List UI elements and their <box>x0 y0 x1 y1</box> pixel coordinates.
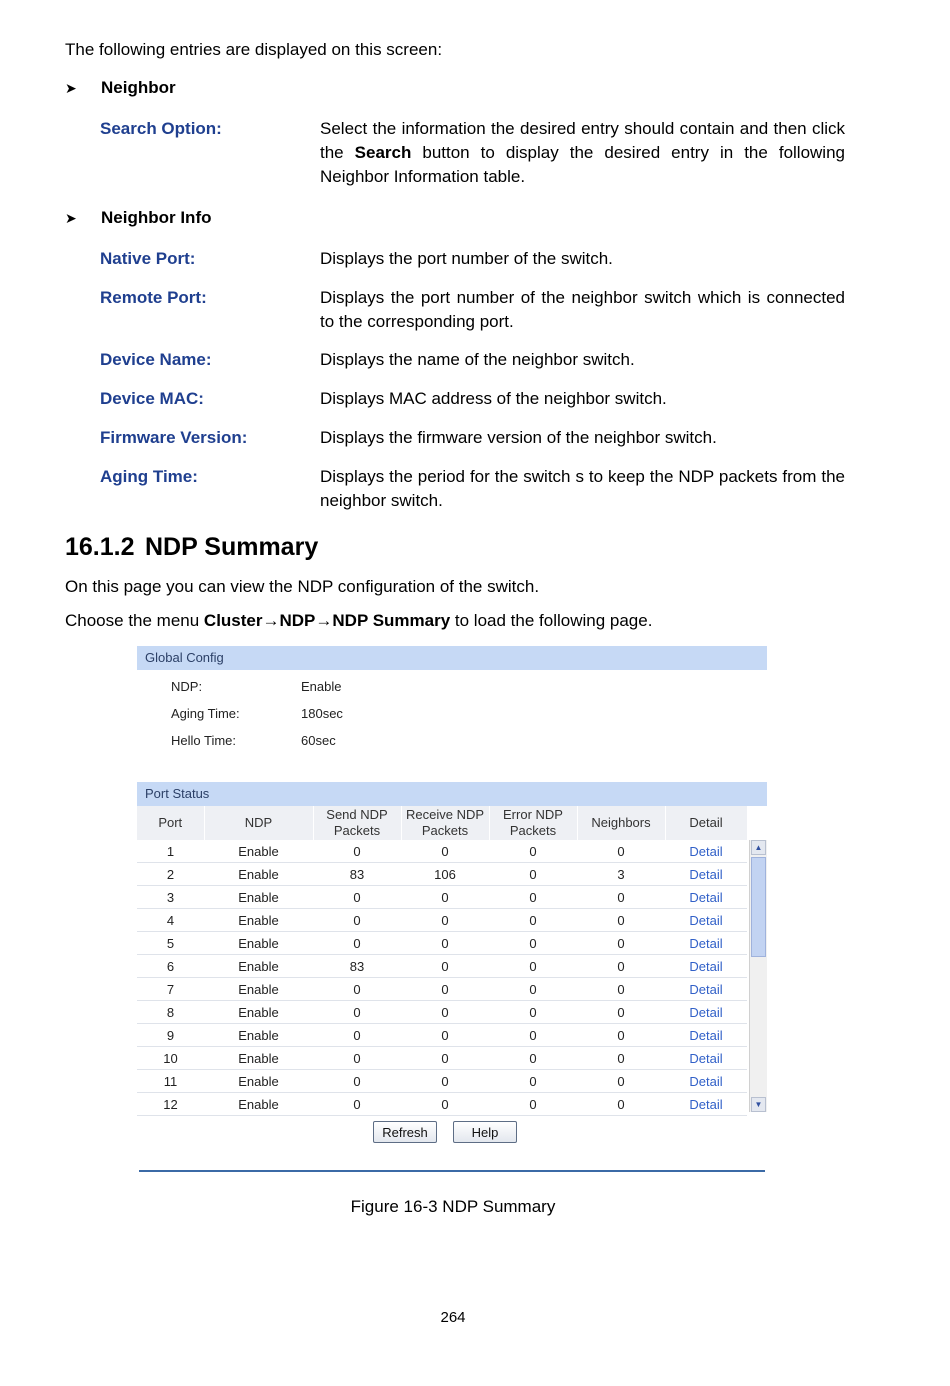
detail-link[interactable]: Detail <box>665 1047 747 1070</box>
table-cell: 83 <box>313 955 401 978</box>
scroll-thumb[interactable] <box>751 857 766 957</box>
port-status-table <box>137 806 748 1116</box>
table-cell: 106 <box>401 863 489 886</box>
scroll-down-arrow-icon[interactable]: ▼ <box>751 1097 766 1112</box>
table-cell: 0 <box>489 1070 577 1093</box>
global-config-row-hello-time <box>137 727 767 754</box>
table-cell: 12 <box>137 1093 204 1116</box>
column-header: Neighbors <box>577 806 665 840</box>
table-cell: 0 <box>489 909 577 932</box>
global-config-row-ndp <box>137 673 767 700</box>
table-cell: 0 <box>489 955 577 978</box>
table-row <box>137 1001 747 1024</box>
port-status-title: Port Status <box>137 782 767 806</box>
table-cell: 0 <box>577 1001 665 1024</box>
table-cell: 0 <box>577 955 665 978</box>
table-cell: 0 <box>577 978 665 1001</box>
table-row <box>137 932 747 955</box>
table-cell: 0 <box>489 1093 577 1116</box>
detail-link[interactable]: Detail <box>665 978 747 1001</box>
table-cell: Enable <box>204 863 313 886</box>
detail-link[interactable]: Detail <box>665 1001 747 1024</box>
table-cell: 0 <box>401 1070 489 1093</box>
column-header: Port <box>137 806 204 840</box>
table-cell: Enable <box>204 840 313 863</box>
table-cell: 3 <box>137 886 204 909</box>
table-cell: 83 <box>313 863 401 886</box>
table-cell: Enable <box>204 1070 313 1093</box>
detail-link[interactable]: Detail <box>665 840 747 863</box>
table-cell: 0 <box>313 1001 401 1024</box>
table-cell: 7 <box>137 978 204 1001</box>
detail-link[interactable]: Detail <box>665 863 747 886</box>
term-native-port: Native Port: <box>100 249 196 268</box>
column-header: Receive NDP Packets <box>401 806 489 840</box>
table-cell: Enable <box>204 1024 313 1047</box>
table-row <box>137 955 747 978</box>
table-cell: 4 <box>137 909 204 932</box>
table-cell: 0 <box>401 932 489 955</box>
table-cell: 0 <box>313 1070 401 1093</box>
table-cell: 0 <box>313 1024 401 1047</box>
table-cell: 0 <box>489 1047 577 1070</box>
table-row <box>137 1070 747 1093</box>
table-row <box>137 978 747 1001</box>
neighbor-info-heading-label: Neighbor Info <box>101 208 212 227</box>
table-cell: 5 <box>137 932 204 955</box>
table-cell: Enable <box>204 1047 313 1070</box>
neighbor-info-heading <box>65 208 211 228</box>
neighbor-heading <box>65 78 176 98</box>
section-paragraph: On this page you can view the NDP configuration of the switch. <box>65 577 540 596</box>
table-header-row <box>137 806 747 840</box>
neighbor-heading-label: Neighbor <box>101 78 176 97</box>
table-cell: 0 <box>313 1047 401 1070</box>
table-row <box>137 909 747 932</box>
table-cell: 0 <box>313 909 401 932</box>
table-row <box>137 1024 747 1047</box>
detail-link[interactable]: Detail <box>665 1070 747 1093</box>
figure-divider <box>139 1170 765 1172</box>
table-cell: 0 <box>401 1024 489 1047</box>
table-cell: 0 <box>577 1047 665 1070</box>
table-row <box>137 863 747 886</box>
table-cell: 0 <box>489 1024 577 1047</box>
desc-device-mac: Displays MAC address of the neighbor switch. <box>320 389 667 408</box>
scroll-up-arrow-icon[interactable]: ▲ <box>751 840 766 855</box>
column-header: Error NDP Packets <box>489 806 577 840</box>
help-button[interactable]: Help <box>453 1121 517 1143</box>
table-cell: Enable <box>204 955 313 978</box>
refresh-button[interactable]: Refresh <box>373 1121 437 1143</box>
table-cell: 0 <box>313 886 401 909</box>
table-row <box>137 1047 747 1070</box>
page-number: 264 <box>440 1309 466 1326</box>
term-device-mac: Device MAC: <box>100 389 204 408</box>
table-scrollbar[interactable] <box>749 840 767 1112</box>
desc-native-port: Displays the port number of the switch. <box>320 249 613 268</box>
table-cell: 0 <box>401 909 489 932</box>
table-row <box>137 1093 747 1116</box>
table-cell: 0 <box>313 1093 401 1116</box>
term-device-name: Device Name: <box>100 350 212 369</box>
ndp-value: Enable <box>301 679 342 694</box>
table-cell: 9 <box>137 1024 204 1047</box>
table-cell: 0 <box>401 840 489 863</box>
table-cell: 0 <box>401 1001 489 1024</box>
table-cell: 0 <box>577 1093 665 1116</box>
detail-link[interactable]: Detail <box>665 932 747 955</box>
bullet-arrow-icon: ➤ <box>65 80 77 96</box>
table-cell: 0 <box>489 978 577 1001</box>
desc-aging-time: Displays the period for the switch s to keep the NDP packets from the neighbor switch. <box>320 467 845 510</box>
aging-time-value: 180sec <box>301 706 343 721</box>
detail-link[interactable]: Detail <box>665 909 747 932</box>
table-row <box>137 886 747 909</box>
desc-search-option: Select the information the desired entry should contain and then click the Search button to display the desired entry in the following Neighbor Information table. <box>320 119 845 186</box>
section-title-text: NDP Summary <box>145 533 319 561</box>
table-cell: 8 <box>137 1001 204 1024</box>
table-cell: 0 <box>401 955 489 978</box>
table-cell: Enable <box>204 1093 313 1116</box>
table-cell: 0 <box>489 863 577 886</box>
table-cell: 0 <box>577 886 665 909</box>
table-cell: 0 <box>489 932 577 955</box>
desc-remote-port: Displays the port number of the neighbor switch which is connected to the corresponding port. <box>320 288 845 331</box>
table-cell: 0 <box>489 1001 577 1024</box>
table-cell: Enable <box>204 909 313 932</box>
table-cell: 0 <box>313 932 401 955</box>
menu-instruction-pre: Choose the menu <box>65 611 204 630</box>
table-cell: 0 <box>401 1093 489 1116</box>
table-cell: 0 <box>577 1024 665 1047</box>
column-header: Send NDP Packets <box>313 806 401 840</box>
menu-path: Cluster→NDP→NDP Summary <box>203 611 451 630</box>
table-cell: 0 <box>313 840 401 863</box>
detail-link[interactable]: Detail <box>665 1093 747 1116</box>
ndp-label: NDP: <box>171 679 203 694</box>
menu-instruction-post: to load the following page. <box>450 611 653 630</box>
column-header: NDP <box>204 806 313 840</box>
section-title <box>65 533 318 562</box>
global-config-title: Global Config <box>137 646 767 670</box>
table-cell: 3 <box>577 863 665 886</box>
global-config-row-aging-time <box>137 700 767 727</box>
desc-firmware-version: Displays the firmware version of the neighbor switch. <box>320 428 717 447</box>
table-cell: Enable <box>204 1001 313 1024</box>
table-cell: 2 <box>137 863 204 886</box>
term-remote-port: Remote Port: <box>100 288 207 307</box>
table-cell: 0 <box>577 909 665 932</box>
table-cell: 11 <box>137 1070 204 1093</box>
global-config-panel <box>137 646 767 754</box>
menu-instruction <box>65 611 652 631</box>
detail-link[interactable]: Detail <box>665 886 747 909</box>
table-row <box>137 840 747 863</box>
table-cell: 0 <box>577 932 665 955</box>
table-cell: Enable <box>204 978 313 1001</box>
table-cell: 0 <box>401 886 489 909</box>
table-cell: 0 <box>489 886 577 909</box>
table-cell: Enable <box>204 932 313 955</box>
detail-link[interactable]: Detail <box>665 1024 747 1047</box>
desc-device-name: Displays the name of the neighbor switch. <box>320 350 635 369</box>
aging-time-label: Aging Time: <box>171 706 240 721</box>
table-cell: 0 <box>577 840 665 863</box>
table-cell: 0 <box>489 840 577 863</box>
bullet-arrow-icon: ➤ <box>65 210 77 226</box>
term-aging-time: Aging Time: <box>100 467 198 486</box>
figure-caption: Figure 16-3 NDP Summary <box>350 1197 556 1216</box>
term-search-option: Search Option: <box>100 119 222 138</box>
table-cell: 0 <box>313 978 401 1001</box>
table-cell: 6 <box>137 955 204 978</box>
port-status-panel <box>137 782 767 1116</box>
table-cell: 0 <box>401 1047 489 1070</box>
table-cell: 0 <box>401 978 489 1001</box>
column-header: Detail <box>665 806 747 840</box>
table-cell: 0 <box>577 1070 665 1093</box>
detail-link[interactable]: Detail <box>665 955 747 978</box>
section-number: 16.1.2 <box>65 533 135 561</box>
intro-text: The following entries are displayed on this screen: <box>65 40 443 59</box>
hello-time-value: 60sec <box>301 733 336 748</box>
term-firmware-version: Firmware Version: <box>100 428 248 447</box>
table-cell: Enable <box>204 886 313 909</box>
hello-time-label: Hello Time: <box>171 733 237 748</box>
table-cell: 10 <box>137 1047 204 1070</box>
table-cell: 1 <box>137 840 204 863</box>
